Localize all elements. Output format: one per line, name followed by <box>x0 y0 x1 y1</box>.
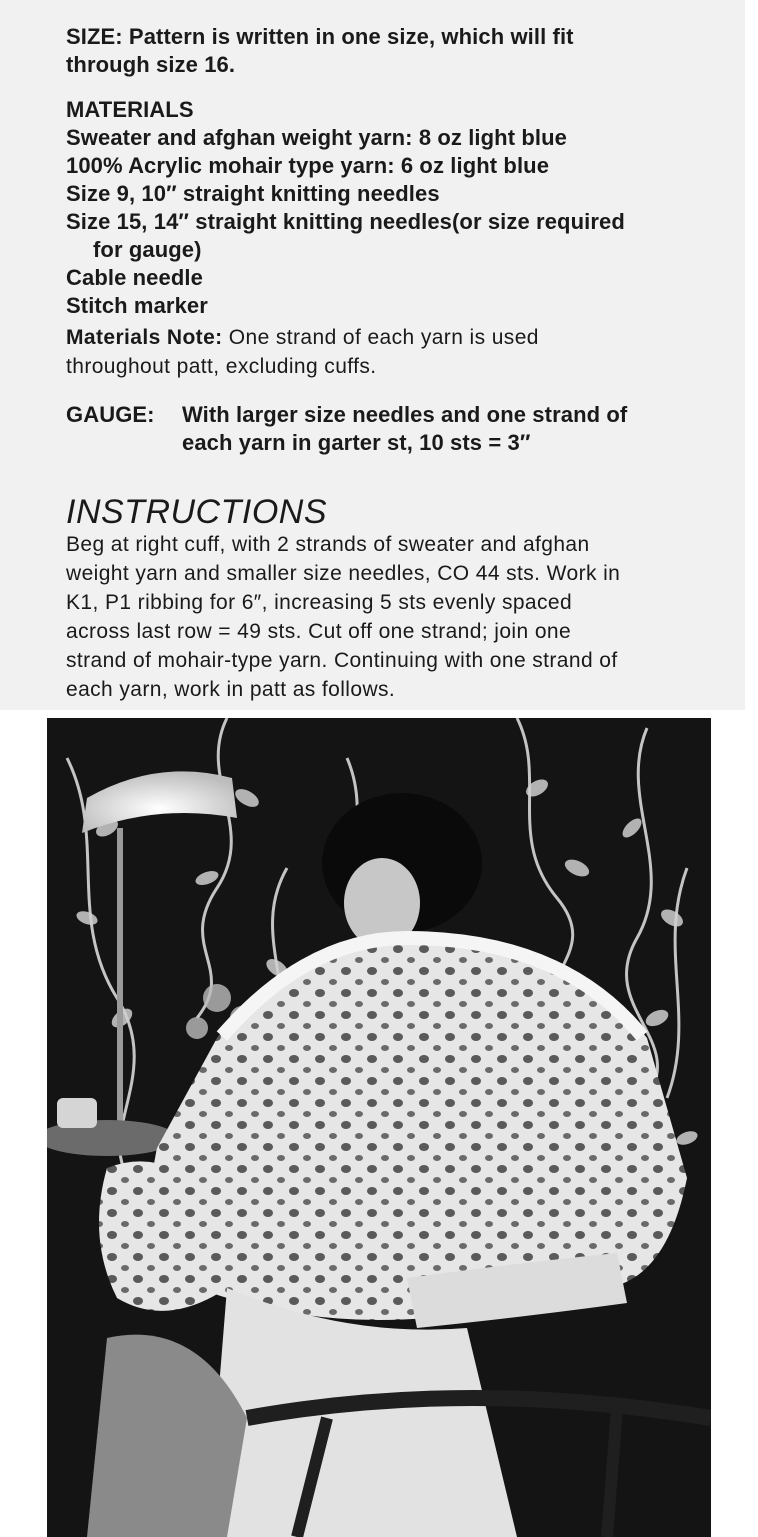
size-section <box>66 23 574 79</box>
gauge-text: each yarn in garter st, 10 sts = 3″ <box>182 430 531 455</box>
gauge-label: GAUGE: <box>66 402 155 427</box>
pattern-text-panel <box>0 0 745 710</box>
materials-item: Size 15, 14″ straight knitting needles(or size required <box>66 209 625 234</box>
gauge-text: With larger size needles and one strand of <box>182 402 628 427</box>
instructions-line: K1, P1 ribbing for 6″, increasing 5 sts evenly spaced <box>66 591 573 614</box>
materials-note <box>66 323 539 381</box>
materials-note-text: One strand of each yarn is used <box>222 326 539 349</box>
instructions-line: Beg at right cuff, with 2 strands of sweater and afghan <box>66 533 590 556</box>
woman-wearing-lacy-knit-shrug-photo <box>47 718 711 1537</box>
size-line-1: SIZE: Pattern is written in one size, which will fit <box>66 24 574 49</box>
materials-item: Size 9, 10″ straight knitting needles <box>66 181 440 206</box>
size-line-2: through size 16. <box>66 52 236 77</box>
instructions-line: across last row = 49 sts. Cut off one strand; join one <box>66 620 572 643</box>
materials-item: Cable needle <box>66 265 203 290</box>
gauge-section <box>66 401 627 457</box>
materials-item: 100% Acrylic mohair type yarn: 6 oz light blue <box>66 153 550 178</box>
materials-item: Sweater and afghan weight yarn: 8 oz light blue <box>66 125 567 150</box>
materials-note-label: Materials Note: <box>66 326 223 349</box>
materials-note-text: throughout patt, excluding cuffs. <box>66 355 377 378</box>
instructions-body <box>66 530 620 704</box>
instructions-line: each yarn, work in patt as follows. <box>66 678 396 701</box>
instructions-heading: INSTRUCTIONS <box>66 493 327 531</box>
materials-item-continued: for gauge) <box>93 237 202 262</box>
instructions-line: strand of mohair-type yarn. Continuing with one strand of <box>66 649 618 672</box>
materials-section <box>66 96 625 320</box>
materials-heading: MATERIALS <box>66 97 194 122</box>
materials-item: Stitch marker <box>66 293 208 318</box>
instructions-line: weight yarn and smaller size needles, CO 44 sts. Work in <box>66 562 621 585</box>
